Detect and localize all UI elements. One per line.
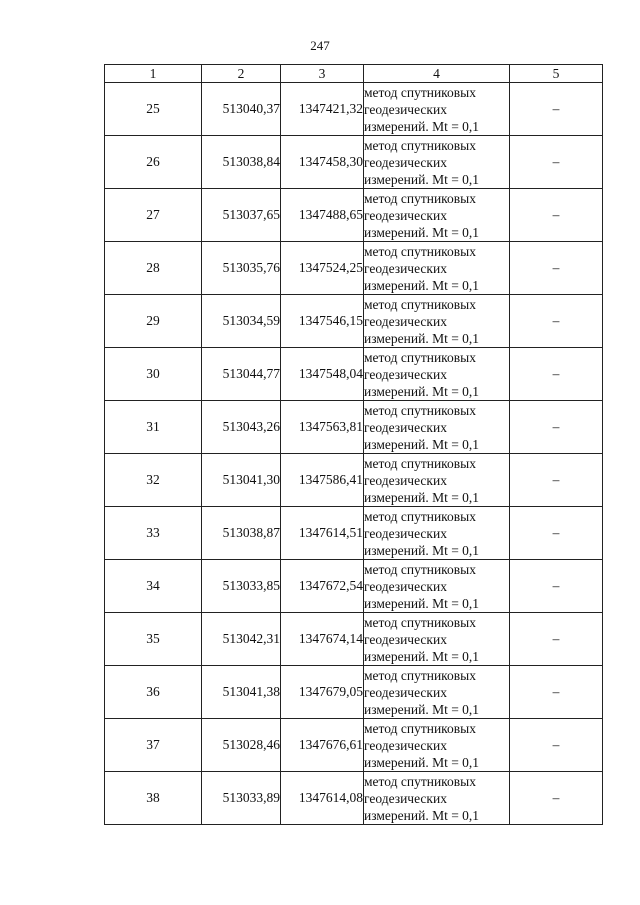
method-line: геодезических	[364, 313, 447, 329]
method-line: геодезических	[364, 207, 447, 223]
point-number-cell: 31	[105, 401, 202, 454]
x-coordinate-cell: 513044,77	[202, 348, 281, 401]
method-line: метод спутниковых	[364, 561, 476, 577]
method-line: геодезических	[364, 525, 447, 541]
method-line: геодезических	[364, 737, 447, 753]
column-header-1: 1	[105, 65, 202, 83]
method-line: измерений. Mt = 0,1	[364, 595, 480, 611]
table-row	[105, 666, 603, 719]
note-cell: –	[510, 666, 603, 719]
y-coordinate-cell: 1347524,25	[281, 242, 364, 295]
method-cell	[364, 613, 510, 666]
method-cell	[364, 666, 510, 719]
method-line: геодезических	[364, 684, 447, 700]
y-coordinate-cell: 1347674,14	[281, 613, 364, 666]
x-coordinate-cell: 513042,31	[202, 613, 281, 666]
method-line: измерений. Mt = 0,1	[364, 277, 480, 293]
method-line: измерений. Mt = 0,1	[364, 542, 480, 558]
point-number-cell: 28	[105, 242, 202, 295]
method-cell	[364, 719, 510, 772]
table-row	[105, 613, 603, 666]
method-cell	[364, 401, 510, 454]
method-line: метод спутниковых	[364, 296, 476, 312]
method-line: метод спутниковых	[364, 190, 476, 206]
y-coordinate-cell: 1347679,05	[281, 666, 364, 719]
x-coordinate-cell: 513035,76	[202, 242, 281, 295]
method-cell	[364, 295, 510, 348]
method-line: геодезических	[364, 631, 447, 647]
method-line: геодезических	[364, 366, 447, 382]
method-line: метод спутниковых	[364, 455, 476, 471]
note-cell: –	[510, 295, 603, 348]
note-cell: –	[510, 772, 603, 825]
method-line: метод спутниковых	[364, 349, 476, 365]
point-number-cell: 25	[105, 83, 202, 136]
method-cell	[364, 348, 510, 401]
note-cell: –	[510, 507, 603, 560]
table-row	[105, 772, 603, 825]
y-coordinate-cell: 1347614,51	[281, 507, 364, 560]
table-row	[105, 189, 603, 242]
note-cell: –	[510, 136, 603, 189]
method-line: измерений. Mt = 0,1	[364, 807, 480, 823]
point-number-cell: 34	[105, 560, 202, 613]
y-coordinate-cell: 1347548,04	[281, 348, 364, 401]
column-header-5: 5	[510, 65, 603, 83]
method-line: метод спутниковых	[364, 243, 476, 259]
table-row	[105, 507, 603, 560]
table-row	[105, 136, 603, 189]
y-coordinate-cell: 1347672,54	[281, 560, 364, 613]
table-row	[105, 295, 603, 348]
method-line: метод спутниковых	[364, 614, 476, 630]
x-coordinate-cell: 513033,89	[202, 772, 281, 825]
point-number-cell: 30	[105, 348, 202, 401]
point-number-cell: 35	[105, 613, 202, 666]
column-header-2: 2	[202, 65, 281, 83]
method-cell	[364, 242, 510, 295]
method-line: метод спутниковых	[364, 720, 476, 736]
column-header-3: 3	[281, 65, 364, 83]
method-line: измерений. Mt = 0,1	[364, 224, 480, 240]
table-body	[105, 83, 603, 825]
point-number-cell: 26	[105, 136, 202, 189]
method-line: метод спутниковых	[364, 84, 476, 100]
point-number-cell: 32	[105, 454, 202, 507]
method-line: измерений. Mt = 0,1	[364, 436, 480, 452]
method-line: метод спутниковых	[364, 137, 476, 153]
point-number-cell: 27	[105, 189, 202, 242]
x-coordinate-cell: 513034,59	[202, 295, 281, 348]
method-cell	[364, 560, 510, 613]
note-cell: –	[510, 242, 603, 295]
y-coordinate-cell: 1347614,08	[281, 772, 364, 825]
point-number-cell: 37	[105, 719, 202, 772]
y-coordinate-cell: 1347546,15	[281, 295, 364, 348]
x-coordinate-cell: 513041,30	[202, 454, 281, 507]
method-line: геодезических	[364, 790, 447, 806]
point-number-cell: 36	[105, 666, 202, 719]
note-cell: –	[510, 719, 603, 772]
note-cell: –	[510, 613, 603, 666]
method-line: измерений. Mt = 0,1	[364, 118, 480, 134]
method-line: геодезических	[364, 260, 447, 276]
table-row	[105, 454, 603, 507]
method-line: метод спутниковых	[364, 773, 476, 789]
y-coordinate-cell: 1347458,30	[281, 136, 364, 189]
header-row	[105, 65, 603, 83]
point-number-cell: 33	[105, 507, 202, 560]
y-coordinate-cell: 1347488,65	[281, 189, 364, 242]
method-line: геодезических	[364, 419, 447, 435]
note-cell: –	[510, 83, 603, 136]
note-cell: –	[510, 560, 603, 613]
method-line: измерений. Mt = 0,1	[364, 754, 480, 770]
method-line: метод спутниковых	[364, 667, 476, 683]
x-coordinate-cell: 513040,37	[202, 83, 281, 136]
note-cell: –	[510, 401, 603, 454]
method-line: геодезических	[364, 578, 447, 594]
method-line: измерений. Mt = 0,1	[364, 648, 480, 664]
y-coordinate-cell: 1347676,61	[281, 719, 364, 772]
method-cell	[364, 136, 510, 189]
method-line: измерений. Mt = 0,1	[364, 171, 480, 187]
method-cell	[364, 83, 510, 136]
x-coordinate-cell: 513038,84	[202, 136, 281, 189]
method-cell	[364, 454, 510, 507]
x-coordinate-cell: 513033,85	[202, 560, 281, 613]
table-row	[105, 560, 603, 613]
page-number: 247	[310, 38, 330, 53]
table-row	[105, 348, 603, 401]
method-cell	[364, 772, 510, 825]
method-line: измерений. Mt = 0,1	[364, 330, 480, 346]
x-coordinate-cell: 513043,26	[202, 401, 281, 454]
method-line: измерений. Mt = 0,1	[364, 489, 480, 505]
method-line: геодезических	[364, 101, 447, 117]
x-coordinate-cell: 513038,87	[202, 507, 281, 560]
method-cell	[364, 189, 510, 242]
x-coordinate-cell: 513041,38	[202, 666, 281, 719]
y-coordinate-cell: 1347563,81	[281, 401, 364, 454]
y-coordinate-cell: 1347586,41	[281, 454, 364, 507]
coordinates-table	[104, 64, 603, 825]
point-number-cell: 29	[105, 295, 202, 348]
method-line: измерений. Mt = 0,1	[364, 701, 480, 717]
method-line: метод спутниковых	[364, 402, 476, 418]
table-row	[105, 242, 603, 295]
method-cell	[364, 507, 510, 560]
y-coordinate-cell: 1347421,32	[281, 83, 364, 136]
point-number-cell: 38	[105, 772, 202, 825]
method-line: измерений. Mt = 0,1	[364, 383, 480, 399]
method-line: геодезических	[364, 154, 447, 170]
x-coordinate-cell: 513028,46	[202, 719, 281, 772]
column-header-4: 4	[364, 65, 510, 83]
x-coordinate-cell: 513037,65	[202, 189, 281, 242]
note-cell: –	[510, 189, 603, 242]
note-cell: –	[510, 454, 603, 507]
method-line: геодезических	[364, 472, 447, 488]
table-row	[105, 83, 603, 136]
table-row	[105, 719, 603, 772]
method-line: метод спутниковых	[364, 508, 476, 524]
table-row	[105, 401, 603, 454]
note-cell: –	[510, 348, 603, 401]
